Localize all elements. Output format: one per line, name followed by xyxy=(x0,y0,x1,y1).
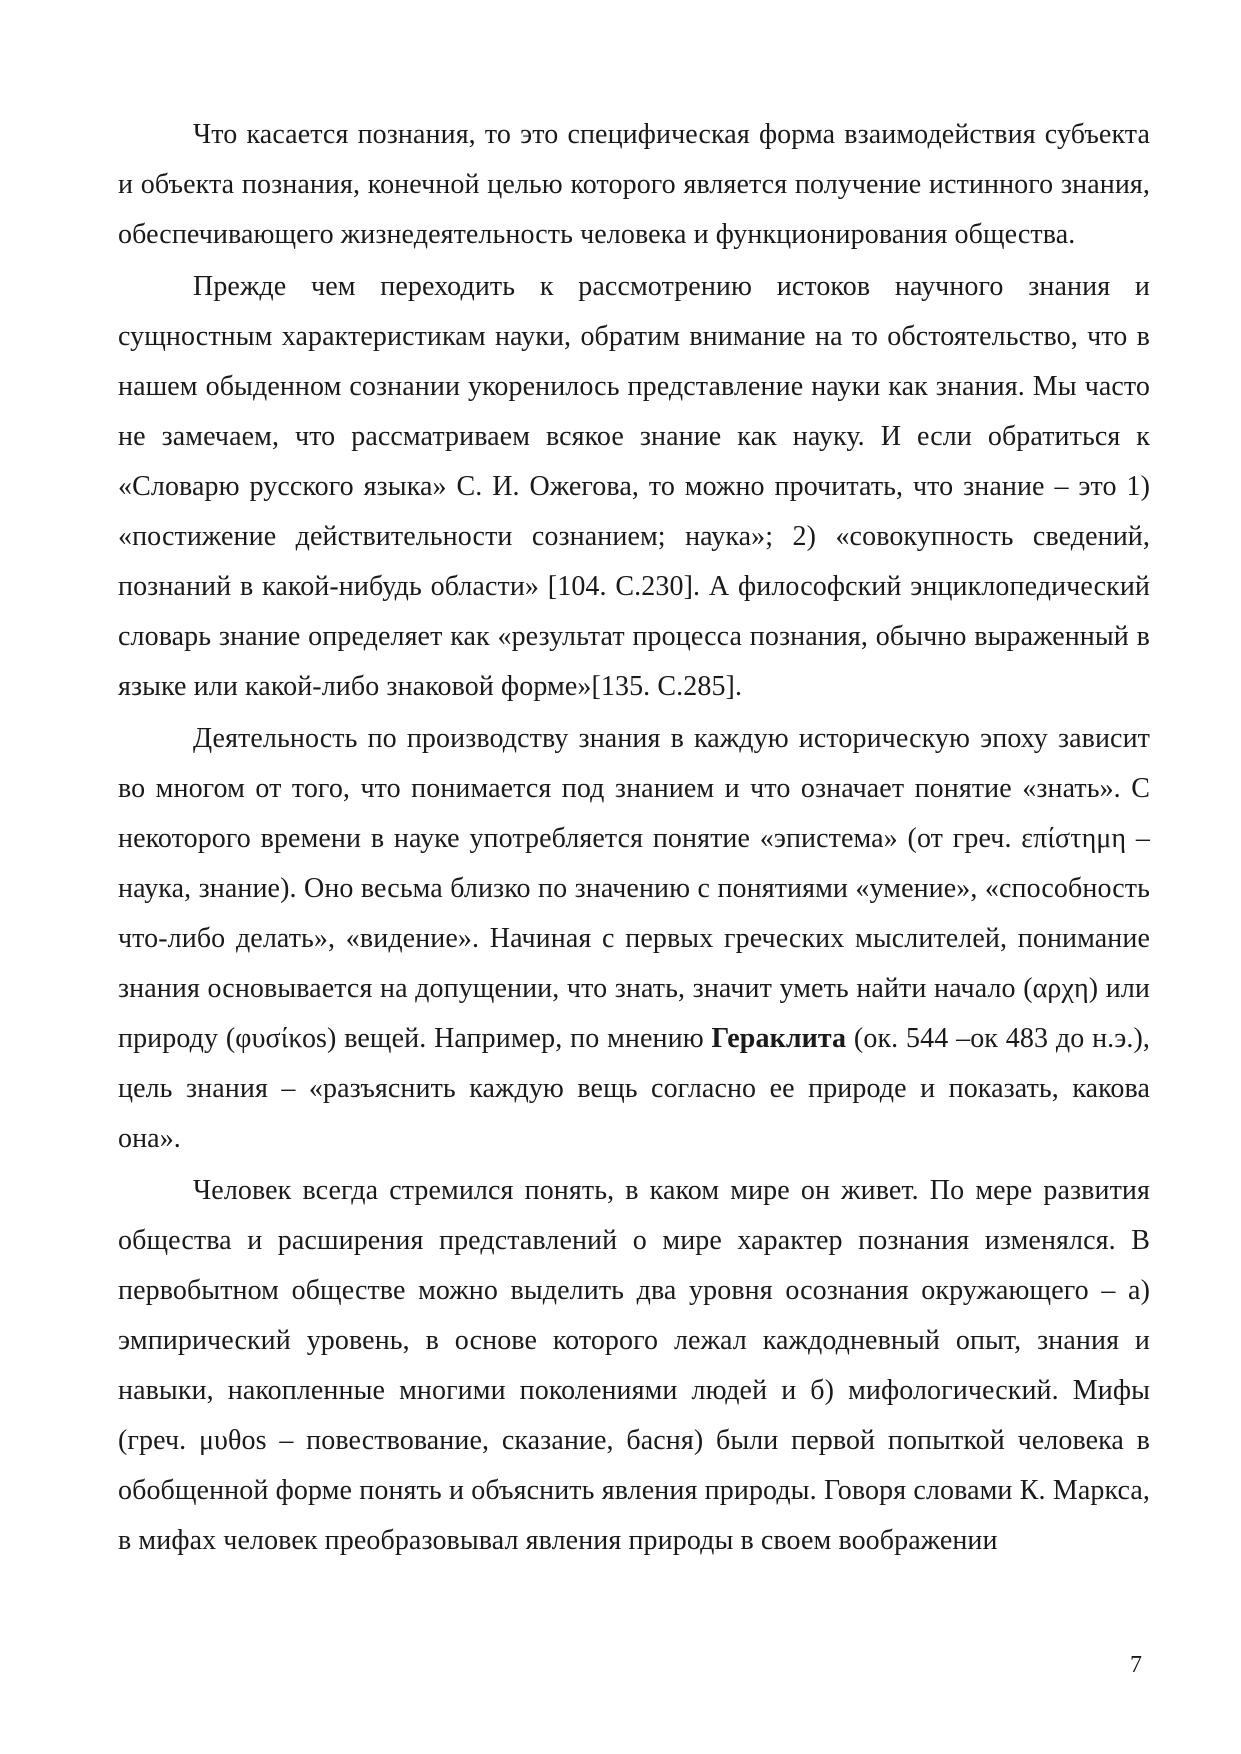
paragraph-3-text-after: (ок. 544 –ок 483 до н.э.), цель знания – «разъяснить каждую вещь согласно ее природе и показать, какова она». xyxy=(118,1023,1150,1154)
document-page xyxy=(118,110,1150,1566)
heraclitus-name: Гераклита xyxy=(711,1023,847,1054)
paragraph-4: Человек всегда стремился понять, в каком мире он живет. По мере развития общества и расширения представлений о мире характер познания изменялся. В первобытном обществе можно выделить два уровня осознания окружающего – а) эмпирический уровень, в основе которого лежал каждодневный опыт, знания и навыки, накопленные многими поколениями людей и б) мифологический. Мифы (греч. μυθos – повествование, сказание, басня) были первой попыткой человека в обобщенной форме понять и объяснить явления природы. Говоря словами К. Маркса, в мифах человек преобразовывал явления природы в своем воображении xyxy=(118,1175,1150,1556)
paragraph-2: Прежде чем переходить к рассмотрению истоков научного знания и сущностным характеристикам науки, обратим внимание на то обстоятельство, что в нашем обыденном сознании укоренилось представление науки как знания. Мы часто не замечаем, что рассматриваем всякое знание как науку. И если обратиться к «Словарю русского языка» С. И. Ожегова, то можно прочитать, что знание – это 1) «постижение действительности сознанием; наука»; 2) «совокупность сведений, познаний в какой-нибудь области» [104. С.230]. А философский энциклопедический словарь знание определяет как «результат процесса познания, обычно выраженный в языке или какой-либо знаковой форме»[135. С.285]. xyxy=(118,271,1150,702)
paragraph-3 xyxy=(118,714,1150,1164)
paragraph-1: Что касается познания, то это специфическая форма взаимодействия субъекта и объекта познания, конечной целью которого является получение истинного знания, обеспечивающего жизнедеятельность человека и функционирования общества. xyxy=(118,119,1150,250)
paragraph-3-text-before: Деятельность по производству знания в каждую историческую эпоху зависит во многом от того, что понимается под знанием и что означает понятие «знать». С некоторого времени в науке употребляется понятие «эпистема» (от греч. επίστημη – наука, знание). Оно весьма близко по значению с понятиями «умение», «способность что-либо делать», «видение». Начиная с первых греческих мыслителей, понимание знания основывается на допущении, что знать, значит уметь найти начало (αρχη) или природу (φυσίκοs) вещей. Например, по мнению xyxy=(118,723,1150,1054)
page-number: 7 xyxy=(1130,1652,1142,1678)
